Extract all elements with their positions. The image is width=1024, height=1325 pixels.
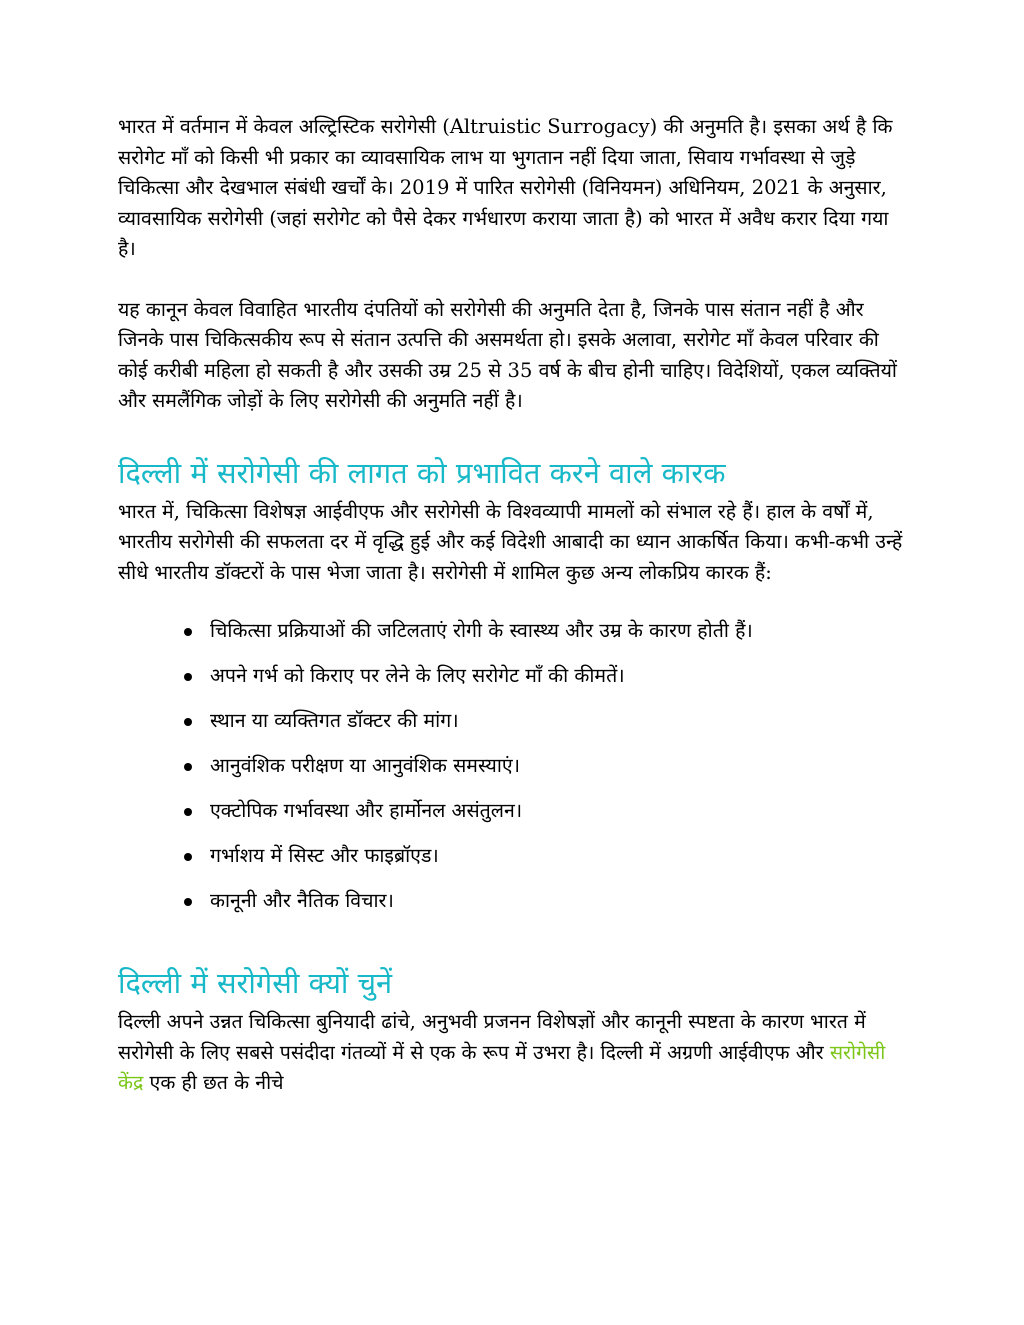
- paragraph-eligibility: यह कानून केवल विवाहित भारतीय दंपतियों को सरोगेसी की अनुमति देता है, जिनके पास संतान नहीं है और जिनके पास चिकित्सकीय रूप से संतान उत्पत्ति की असमर्थता हो। इसके अलावा, सरोगेट माँ केवल परिवार की कोई करीबी महिला हो सकती है और उसकी उम्र 25 से 35 वर्ष के बीच होनी चाहिए। विदेशियों, एकल व्यक्तियों और समलैंगिक जोड़ों के लिए सरोगेसी की अनुमति नहीं है।: [118, 297, 897, 412]
- list-item: चिकित्सा प्रक्रियाओं की जटिलताएं रोगी के स्वास्थ्य और उम्र के कारण होती हैं।: [184, 616, 908, 661]
- list-item: कानूनी और नैतिक विचार।: [184, 886, 908, 931]
- paragraph-altruistic-surrogacy: भारत में वर्तमान में केवल अल्ट्रिस्टिक सरोगेसी (Altruistic Surrogacy) की अनुमति है। इसका अर्थ है कि सरोगेट माँ को किसी भी प्रकार का व्यावसायिक लाभ या भुगतान नहीं दिया जाता, सिवाय गर्भावस्था से जुड़े चिकित्सा और देखभाल संबंधी खर्चों के। 2019 में पारित सरोगेसी (विनियमन) अधिनियम, 2021 के अनुसार, व्यावसायिक सरोगेसी (जहां सरोगेट को पैसे देकर गर्भधारण कराया जाता है) को भारत में अवैध करार दिया गया है।: [118, 115, 893, 260]
- bullet-icon: [184, 718, 192, 726]
- document-page: [118, 112, 908, 1099]
- bullet-icon: [184, 628, 192, 636]
- list-item: एक्टोपिक गर्भावस्था और हार्मोनल असंतुलन।: [184, 796, 908, 841]
- heading-cost-factors: दिल्ली में सरोगेसी की लागत को प्रभावित करने वाले कारक: [118, 455, 726, 490]
- bullet-icon: [184, 853, 192, 861]
- why-delhi-text-end: एक ही छत के नीचे: [143, 1071, 284, 1094]
- paragraph-why-delhi: [118, 1007, 908, 1099]
- paragraph-cost-factors-intro: भारत में, चिकित्सा विशेषज्ञ आईवीएफ और सरोगेसी के विश्वव्यापी मामलों को संभाल रहे हैं। हाल के वर्षों में, भारतीय सरोगेसी की सफलता दर में वृद्धि हुई और कई विदेशी आबादी का ध्यान आकर्षित किया। कभी-कभी उन्हें सीधे भारतीय डॉक्टरों के पास भेजा जाता है। सरोगेसी में शामिल कुछ अन्य लोकप्रिय कारक हैं:: [118, 499, 903, 584]
- list-item: आनुवंशिक परीक्षण या आनुवंशिक समस्याएं।: [184, 751, 908, 796]
- bullet-icon: [184, 673, 192, 681]
- list-item: स्थान या व्यक्तिगत डॉक्टर की मांग।: [184, 706, 908, 751]
- heading-why-delhi: दिल्ली में सरोगेसी क्यों चुनें: [118, 966, 393, 1000]
- bullet-icon: [184, 898, 192, 906]
- surrogacy-centre-link[interactable]: सरोगेसी केंद्र: [118, 1040, 886, 1094]
- cost-factors-list: [118, 616, 908, 931]
- bullet-icon: [184, 808, 192, 816]
- list-item: अपने गर्भ को किराए पर लेने के लिए सरोगेट माँ की कीमतें।: [184, 661, 908, 706]
- bullet-icon: [184, 763, 192, 771]
- list-item: गर्भाशय में सिस्ट और फाइब्रॉएड।: [184, 841, 908, 886]
- why-delhi-text-start: दिल्ली अपने उन्नत चिकित्सा बुनियादी ढांचे, अनुभवी प्रजनन विशेषज्ञों और कानूनी स्पष्टता के कारण भारत में सरोगेसी के लिए सबसे पसंदीदा गंतव्यों में से एक के रूप में उभरा है। दिल्ली में अग्रणी आईवीएफ और: [118, 1010, 866, 1064]
